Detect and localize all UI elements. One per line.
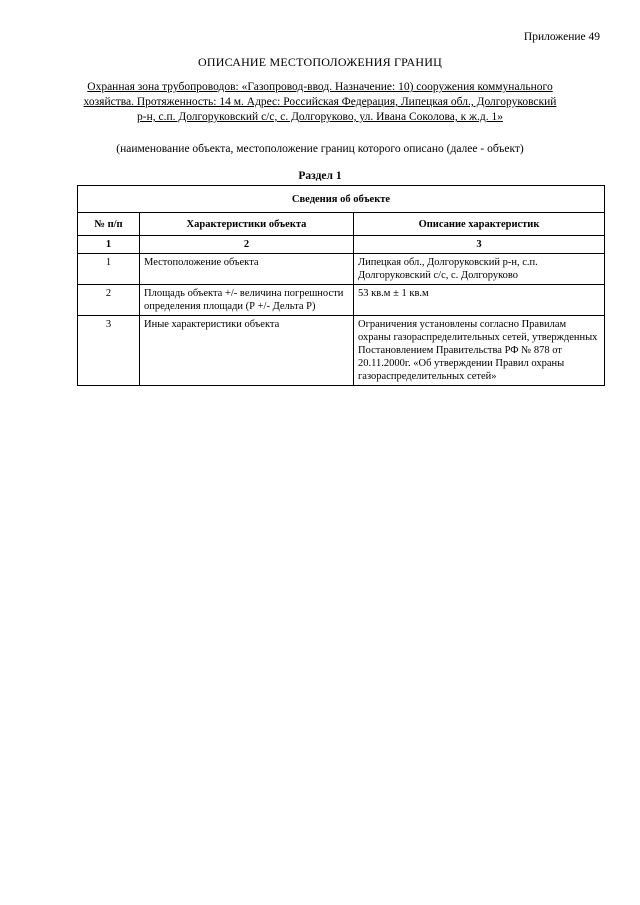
column-header-num: № п/п [78,213,140,236]
row-characteristic: Местоположение объекта [140,254,354,285]
table-column-number-row [78,236,605,254]
section-title: Раздел 1 [298,170,342,182]
table-row [78,254,605,285]
row-number: 3 [78,316,140,386]
row-number: 2 [78,285,140,316]
column-number: 3 [354,236,605,254]
column-header-description: Описание характеристик [354,213,605,236]
object-note: (наименование объекта, местоположение границ которого описано (далее - объект) [116,143,524,155]
table-header-row [78,213,605,236]
table-row [78,316,605,386]
row-characteristic: Площадь объекта +/- величина погрешности определения площади (Р +/- Дельта Р) [140,285,354,316]
row-characteristic: Иные характеристики объекта [140,316,354,386]
appendix-label: Приложение 49 [523,31,600,43]
object-info-table [77,185,605,386]
column-number: 2 [140,236,354,254]
row-number: 1 [78,254,140,285]
table-row [78,285,605,316]
row-description: Ограничения установлены согласно Правилам охраны газораспределительных сетей, утвержденных Постановлением Правительства РФ № 878 от 20.11.2000г. «Об утверждении Правил охраны газораспределительных сетей» [354,316,605,386]
object-name: Охранная зона трубопроводов: «Газопровод-ввод. Назначение: 10) сооружения коммунального хозяйства. Протяженность: 14 м. Адрес: Российская Федерация, Липецкая обл., Долгоруковский р-н, с.п. Долгоруковский с/с, с. Долгоруково, ул. Ивана Соколова, к ж.д. 1» [83,81,557,123]
page-title: ОПИСАНИЕ МЕСТОПОЛОЖЕНИЯ ГРАНИЦ [198,55,442,69]
table-caption-row [78,186,605,213]
row-description: Липецкая обл., Долгоруковский р-н, с.п. Долгоруковский с/с, с. Долгоруково [354,254,605,285]
column-header-characteristic: Характеристики объекта [140,213,354,236]
column-number: 1 [78,236,140,254]
table-caption: Сведения об объекте [78,186,605,213]
row-description: 53 кв.м ± 1 кв.м [354,285,605,316]
